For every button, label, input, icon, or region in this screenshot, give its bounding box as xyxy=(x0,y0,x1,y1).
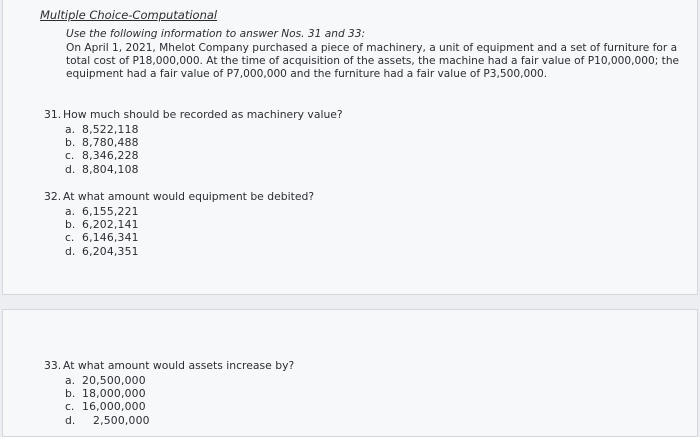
choice-b[interactable] xyxy=(65,218,314,231)
choice-d[interactable] xyxy=(65,163,343,176)
choice-c[interactable] xyxy=(65,231,314,244)
choice-a[interactable] xyxy=(65,374,294,387)
choice-value: 18,000,000 xyxy=(82,386,146,400)
choice-d[interactable] xyxy=(65,414,294,427)
question-text: At what amount would assets increase by? xyxy=(63,359,295,372)
choice-letter: b. xyxy=(65,386,76,400)
choice-letter: c. xyxy=(65,231,75,245)
question-31 xyxy=(44,108,343,176)
choice-list xyxy=(65,374,294,428)
question-number: 31. xyxy=(44,108,62,121)
question-text: How much should be recorded as machinery value? xyxy=(63,108,343,121)
choice-letter: d. xyxy=(65,413,76,427)
choice-list xyxy=(65,205,314,259)
choice-b[interactable] xyxy=(65,387,294,400)
choice-letter: a. xyxy=(65,373,76,387)
choice-d[interactable] xyxy=(65,245,314,258)
choice-letter: b. xyxy=(65,217,76,231)
choice-letter: d. xyxy=(65,244,76,258)
choice-value: 6,146,341 xyxy=(82,231,139,245)
choice-value: 20,500,000 xyxy=(82,373,146,387)
choice-letter: c. xyxy=(65,149,75,163)
problem-instructions: Use the following information to answer Nos. 31 and 33: xyxy=(66,28,366,40)
choice-letter: b. xyxy=(65,135,76,149)
choice-list xyxy=(65,123,343,177)
question-prompt xyxy=(44,190,314,204)
choice-a[interactable] xyxy=(65,123,343,136)
problem-statement xyxy=(66,28,684,81)
problem-description: On April 1, 2021, Mhelot Company purchased a piece of machinery, a unit of equipment and a set of furniture for a total cost of P18,000,000. At the time of acquisition of the assets, the machine had a fair value of P10,000,000; the equipment had a fair value of P7,000,000 and the furniture had a fair value of P3,500,000. xyxy=(66,42,680,80)
choice-value: 8,522,118 xyxy=(82,122,139,136)
question-number: 32. xyxy=(44,190,62,203)
question-33 xyxy=(44,359,294,427)
choice-letter: d. xyxy=(65,162,76,176)
section-title: Multiple Choice-Computational xyxy=(40,8,218,22)
choice-value: 8,780,488 xyxy=(82,135,139,149)
question-prompt xyxy=(44,108,343,122)
choice-letter: a. xyxy=(65,122,76,136)
choice-value: 6,202,141 xyxy=(82,217,139,231)
choice-value: 6,204,351 xyxy=(82,244,139,258)
choice-c[interactable] xyxy=(65,149,343,162)
choice-b[interactable] xyxy=(65,136,343,149)
choice-value: 8,346,228 xyxy=(82,149,139,163)
question-number: 33. xyxy=(44,359,62,372)
choice-value: 2,500,000 xyxy=(93,413,150,427)
choice-value: 8,804,108 xyxy=(82,162,139,176)
choice-c[interactable] xyxy=(65,400,294,413)
question-32 xyxy=(44,190,314,258)
question-text: At what amount would equipment be debited? xyxy=(63,190,315,203)
choice-value: 6,155,221 xyxy=(82,204,139,218)
choice-letter: c. xyxy=(65,400,75,414)
choice-a[interactable] xyxy=(65,205,314,218)
question-prompt xyxy=(44,359,294,373)
choice-letter: a. xyxy=(65,204,76,218)
choice-value: 16,000,000 xyxy=(82,400,146,414)
